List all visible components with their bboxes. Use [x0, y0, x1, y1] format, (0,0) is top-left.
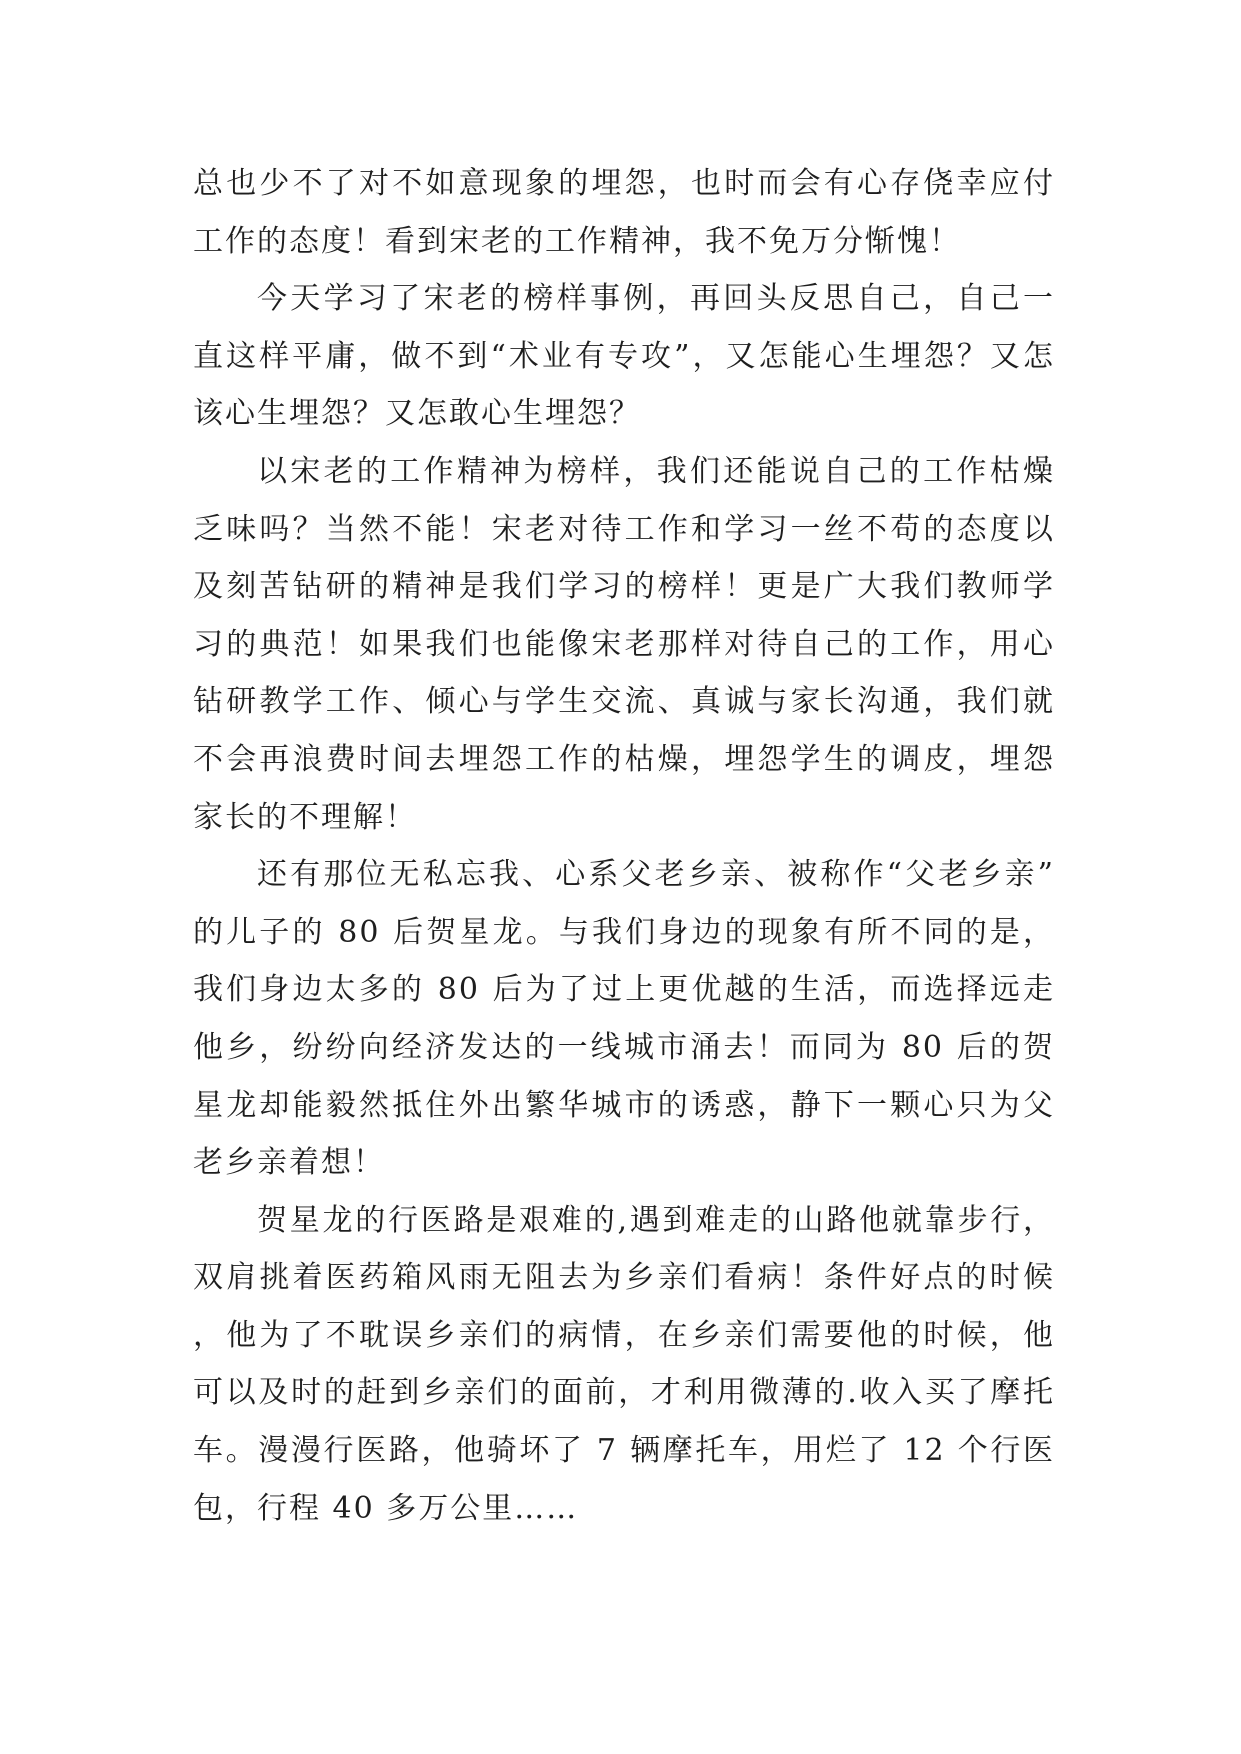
- paragraph-reflection: 今天学习了宋老的榜样事例，再回头反思自己，自己一直这样平庸，做不到“术业有专攻”，又怎能心生埋怨？又怎该心生埋怨？又怎敢心生埋怨？: [193, 281, 1055, 432]
- document-body: [193, 155, 1055, 1537]
- paragraph-medical-journey: 贺星龙的行医路是艰难的,遇到难走的山路他就靠步行，双肩挑着医药箱风雨无阻去为乡亲们看病！条件好点的时候，他为了不耽误乡亲们的病情，在乡亲们需要他的时候，他可以及时的赶到乡亲们的面前，才利用微薄的.收入买了摩托车。漫漫行医路，他骑坏了 7 辆摩托车，用烂了 12 个行医包，行程 40 多万公里……: [193, 1202, 1055, 1526]
- paragraph-continued: 总也少不了对不如意现象的埋怨，也时而会有心存侥幸应付工作的态度！看到宋老的工作精神，我不免万分惭愧！: [193, 166, 1055, 259]
- paragraph-role-model: 以宋老的工作精神为榜样，我们还能说自己的工作枯燥乏味吗？当然不能！宋老对待工作和学习一丝不苟的态度以及刻苦钻研的精神是我们学习的榜样！更是广大我们教师学习的典范！如果我们也能像宋老那样对待自己的工作，用心钻研教学工作、倾心与学生交流、真诚与家长沟通，我们就不会再浪费时间去埋怨工作的枯燥，埋怨学生的调皮，埋怨家长的不理解！: [193, 453, 1055, 835]
- paragraph-he-xinglong: 还有那位无私忘我、心系父老乡亲、被称作“父老乡亲”的儿子的 80 后贺星龙。与我们身边的现象有所不同的是，我们身边太多的 80 后为了过上更优越的生活，而选择远走他乡，纷纷向经济发达的一线城市涌去！而同为 80 后的贺星龙却能毅然抵住外出繁华城市的诱惑，静下一颗心只为父老乡亲着想！: [193, 857, 1055, 1181]
